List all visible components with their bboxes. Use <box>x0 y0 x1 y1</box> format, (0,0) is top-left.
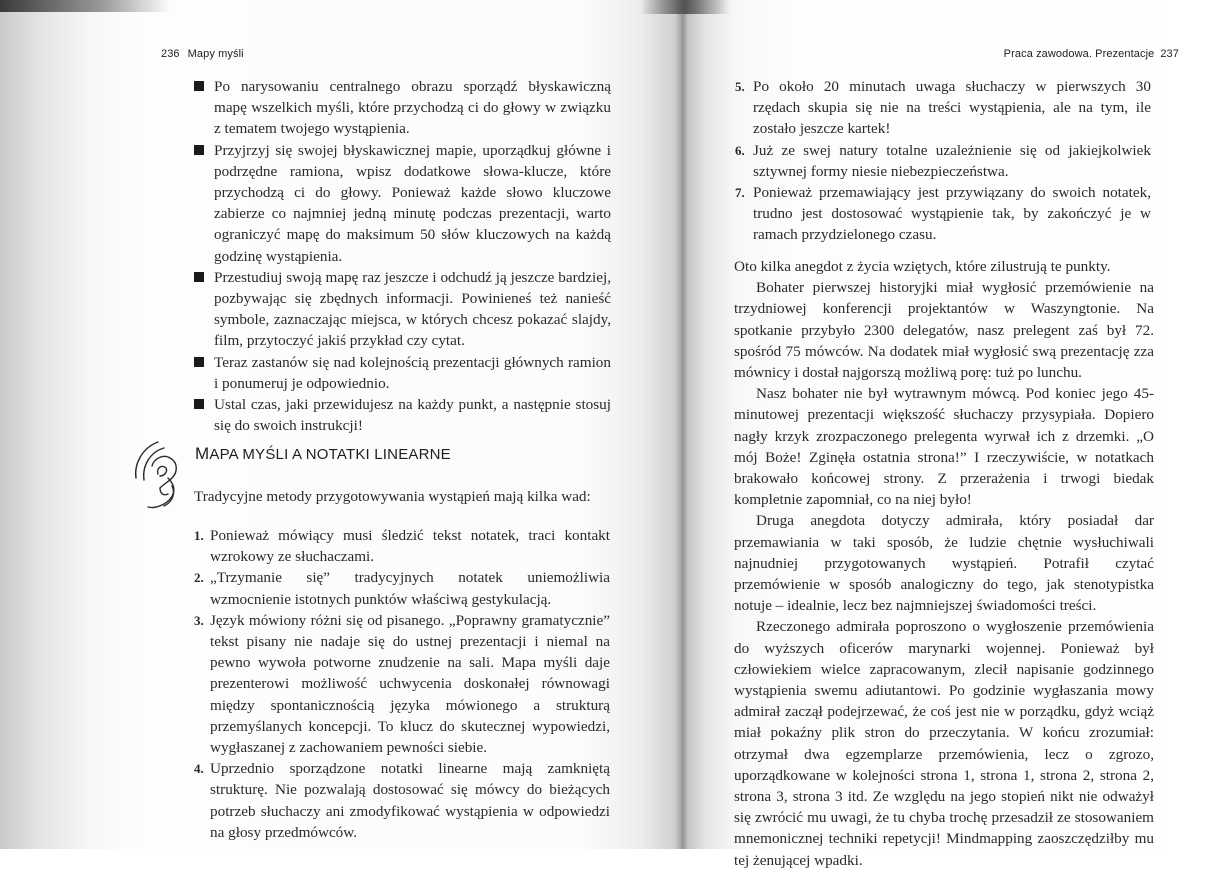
intro-line: Tradycyjne metody przygotowywania wystąpień mają kilka wad: <box>194 488 591 505</box>
bullet-item: Po narysowaniu centralnego obrazu sporządź błyskawiczną mapę wszelkich myśli, które przychodzą ci do głowy w związku z tematem twojego wystąpienia. <box>193 76 611 140</box>
square-bullet-icon <box>194 399 204 409</box>
anecdotes-intro: Oto kilka anegdot z życia wziętych, które zilustrują te punkty. <box>734 258 1111 275</box>
square-bullet-icon <box>194 81 204 91</box>
bullet-item: Przestudiuj swoją mapę raz jeszcze i odchudź ją jeszcze bardziej, pozbywając się zbędnych informacji. Powinieneś też nanieść symbole, zaznaczając miejsca, w których chcesz pokazać slajdy, film, przytoczyć jakiś przykład czy cytat. <box>193 267 611 352</box>
scan-shadow <box>0 0 170 12</box>
bullet-item: Ustal czas, jaki przewidujesz na każdy punkt, a następnie stosuj się do swoich instrukcji! <box>193 394 611 436</box>
anecdotes <box>734 256 1154 871</box>
paragraph: Druga anegdota dotyczy admirała, który posiadał dar przemawiania w taki sposób, że ludzie chętnie wysłuchiwali najnudniej przygotowanych wystąpień. Potrafił czytać przemówienie w sposób analogiczny do tego, jak stenotypistka notuje – idealnie, lecz bez najmniejszej świadomości treści. <box>734 512 1154 615</box>
square-bullet-icon <box>194 272 204 282</box>
section-title: MAPA MYŚLI A NOTATKI LINEARNE <box>195 444 451 463</box>
right-page-number: 237 <box>1160 48 1179 60</box>
left-running-head <box>161 48 244 60</box>
bullet-item: Teraz zastanów się nad kolejnością prezentacji głównych ramion i ponumeruj je odpowiednio. <box>193 352 611 394</box>
list-item: 5. Po około 20 minutach uwaga słuchaczy w pierwszych 30 rzędach skupia się nie na treści wystąpienia, ale na tym, ile zostało jeszcze kartek! <box>735 78 1151 138</box>
left-running-title: Mapy myśli <box>187 48 244 60</box>
left-page-number: 236 <box>161 48 180 60</box>
right-running-title: Praca zawodowa. Prezentacje <box>1003 48 1155 60</box>
head-profile-icon <box>128 434 198 514</box>
list-item: 6. Już ze swej natury totalne uzależnienie się od jakiejkolwiek sztywnej formy niesie niebezpieczeństwa. <box>735 141 1151 180</box>
paragraph: Rzeczonego admirała poproszono o wygłoszenie przemówienia do wyższych oficerów marynarki wojennej. Ponieważ był człowiekiem wielce zapracowanym, zlecił napisanie godzinnego wystąpienia swemu adiutantowi. Po godzinie wygłaszania mowy admirał zaczął podejrzewać, że coś jest nie w porządku, gdyż wciąż miał pokaźny plik stron do przeczytania. W końcu zrozumiał: otrzymał dwa egzemplarze przemówienia, lecz o zgrozo, uporządkowane w kolejności strona 1, strona 1, strona 2, strona 2, strona 3, strona 3 itd. Ze względu na jego stopień nikt nie odważył się zwrócić mu uwagi, że tu chyba trochę przesadził ze stosowaniem mnemonicznej techniki repetycji! Mindmapping zaoszczędziłby mu tej żenującej wpadki. <box>734 618 1154 869</box>
list-item: 3. Język mówiony różni się od pisanego. „Poprawny gramatycznie” tekst pisany nie nadaje się do ustnej prezentacji i niemal na pewno wywoła potworne znudzenie na sali. Mapa myśli daje prezenterowi możliwość uchwycenia doskonałej równowagi między spontanicznością języka mówionego a strukturą przemyślanych koncepcji. To klucz do skutecznej wypowiedzi, wygłaszanej z zachowaniem pewności siebie. <box>194 611 610 757</box>
list-item: 2. „Trzymanie się” tradycyjnych notatek uniemożliwia wzmocnienie istotnych punktów właściwą gestykulacją. <box>194 569 610 608</box>
list-item: 7. Ponieważ przemawiający jest przywiązany do swoich notatek, trudno jest dostosować wystąpienie tak, by zakończyć je w ramach przydzielonego czasu. <box>735 184 1151 244</box>
square-bullet-icon <box>194 145 204 155</box>
bullet-list <box>193 76 611 436</box>
paragraph: Nasz bohater nie był wytrawnym mówcą. Pod koniec jego 45-minutowej prezentacji większość słuchaczy przysypiała. Dopiero nagły krzyk zrozpaczonego prelegenta wyrwał ich z drzemki. „O mój Boże! Zginęła ostatnia strona!” I rzeczywiście, w notatkach brakowało końcowej strony. Z przerażenia i trwogi biedak kompletnie zapomniał, co na niej było! <box>734 385 1154 509</box>
bullet-item: Przyjrzyj się swojej błyskawicznej mapie, uporządkuj główne i podrzędne ramiona, wpisz dodatkowe słowa-klucze, które przychodzą ci do głowy. Ponieważ każde słowo kluczowe zabierze co najmniej jedną minutę podczas prezentacji, warto ograniczyć mapę do maksimum 50 słów kluczowych na każdą godzinę wystąpienia. <box>193 140 611 267</box>
right-running-head <box>1004 48 1179 60</box>
right-numbered-list <box>735 76 1151 246</box>
list-item: 4. Uprzednio sporządzone notatki linearne mają zamkniętą strukturę. Nie pozwalają dostosować się mówcy do bieżących potrzeb słuchaczy ani zmodyfikować wystąpienia w odpowiedzi na głosy przedmówców. <box>194 760 610 841</box>
paragraph: Bohater pierwszej historyjki miał wygłosić przemówienie na trzydniowej konferencji projektantów w Waszyngtonie. Na spotkanie przybyło 2300 delegatów, nasz prelegent zaś był 72. spośród 75 mówców. Na dodatek miał wygłosić swą prezentację zza mównicy i dostał najgorszą możliwą porę: tuż po lunchu. <box>734 279 1154 382</box>
left-numbered-list <box>194 525 610 843</box>
gutter-shadow <box>640 0 730 14</box>
square-bullet-icon <box>194 357 204 367</box>
list-item: 1. Ponieważ mówiący musi śledzić tekst notatek, traci kontakt wzrokowy ze słuchaczami. <box>194 527 610 566</box>
